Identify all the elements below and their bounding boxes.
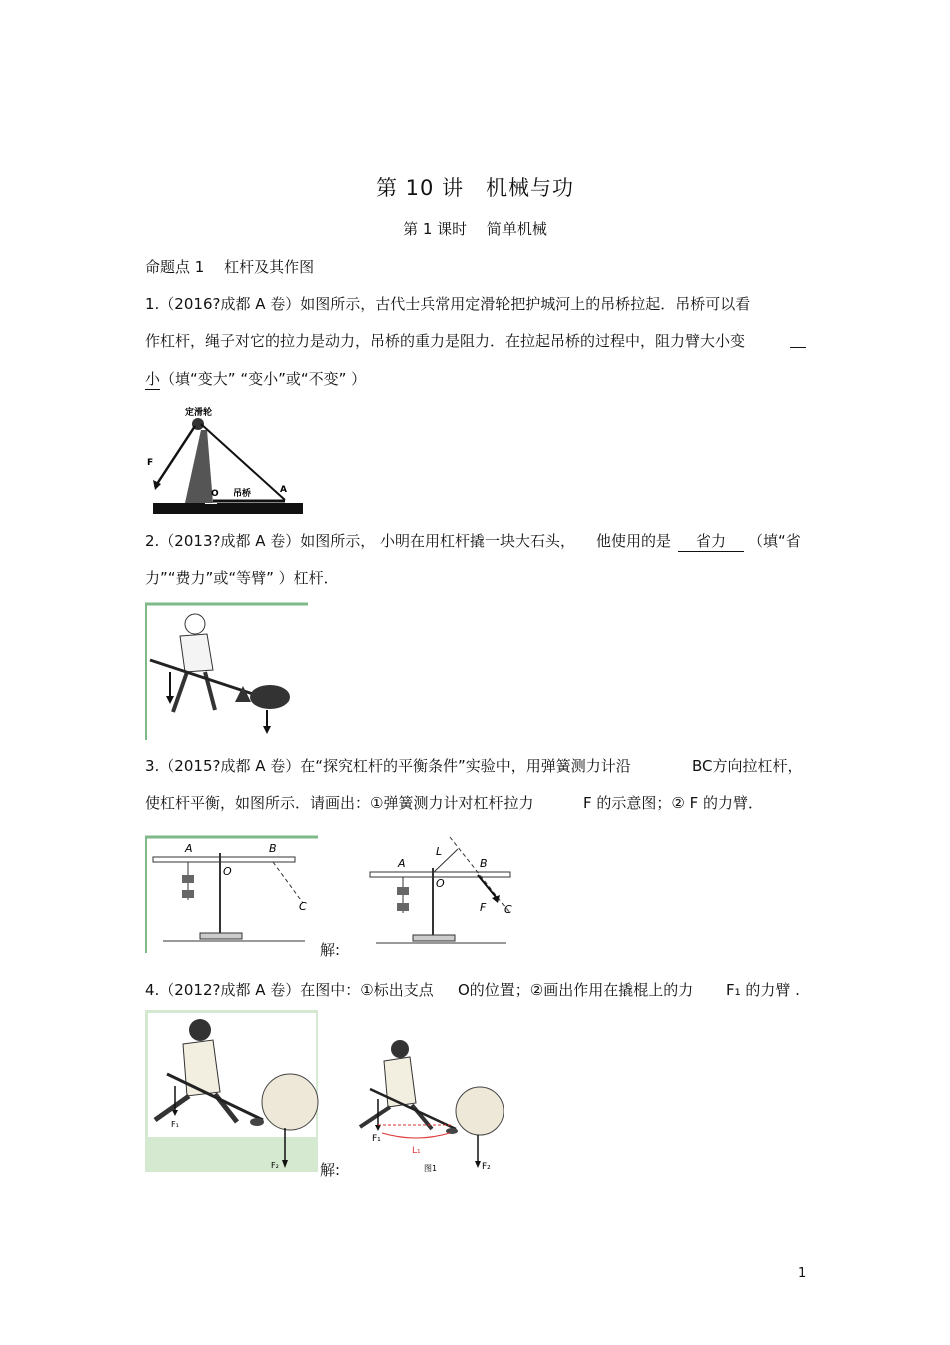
- q1-line1: 1.（2016?成都 A 卷）如图所示，古代士兵常用定滑轮把护城河上的吊桥拉起．吊桥可以看: [145, 295, 751, 313]
- q2-line1-b: 他使用的是: [596, 532, 672, 550]
- q2-lever-figure: [145, 602, 310, 742]
- q3s-label-f: F: [480, 901, 487, 914]
- q3-label-b: B: [269, 842, 277, 855]
- q4s-label-l1: L₁: [412, 1146, 421, 1156]
- q4s-caption: 图1: [424, 1164, 438, 1173]
- q3-line1-b: BC方向拉杠杆，: [692, 757, 803, 775]
- q3s-label-c: C: [504, 903, 512, 916]
- q4-solution-figure: [352, 1035, 504, 1175]
- q2-body: [180, 634, 213, 672]
- q2-big-stone: [250, 685, 290, 709]
- q2-answer: 省力: [678, 531, 744, 552]
- q3-weight-2: [182, 890, 194, 898]
- q3s-label-a: A: [398, 857, 406, 870]
- q4-label-f1: F₁: [171, 1120, 179, 1129]
- q2-line2: 力”“费力”或“等臂” ）杠杆．: [145, 569, 339, 587]
- page-number: 1: [798, 1266, 807, 1281]
- q1-label-f: F: [147, 458, 154, 468]
- q4s-body: [384, 1057, 416, 1107]
- q4s-head: [391, 1040, 409, 1058]
- q4s-label-f1: F₁: [372, 1134, 381, 1144]
- q3-solution-figure: [358, 835, 523, 955]
- q1-ground: [153, 503, 303, 514]
- q3-label-o: O: [223, 865, 232, 878]
- q3-label-a: A: [185, 842, 193, 855]
- q3-bc-dashed: [273, 862, 303, 903]
- q4-line1-a: 4.（2012?成都 A 卷）在图中：①标出支点: [145, 981, 434, 999]
- q3-line1-a: 3.（2015?成都 A 卷）在“探究杠杆的平衡条件”实验中，用弹簧测力计沿: [145, 757, 631, 775]
- q4s-fulcrum-stone: [446, 1128, 458, 1134]
- q4s-f2-arrowhead: [475, 1161, 481, 1168]
- page-subtitle: 第 1 课时 简单机械: [403, 220, 547, 238]
- q2-head: [185, 614, 205, 634]
- section-heading: 命题点 1 杠杆及其作图: [145, 258, 315, 276]
- q2-weight-arrowhead: [263, 726, 271, 734]
- q4s-f1-arrowhead: [375, 1125, 381, 1131]
- q3-lever-figure: [145, 835, 320, 955]
- q4s-big-stone: [456, 1087, 504, 1135]
- q3s-force-arrow: [478, 875, 496, 897]
- q3s-weight-1: [397, 887, 409, 895]
- q4-crowbar-figure: [145, 1010, 320, 1175]
- q1-line3: [145, 369, 366, 390]
- q4-solution-label: 解:: [320, 1161, 341, 1179]
- q1-rope-force: [155, 426, 195, 487]
- q1-label-a: A: [280, 485, 287, 495]
- q3-label-c: C: [299, 900, 307, 913]
- q3-stand-base: [200, 933, 242, 939]
- q2-line1-c: （填“省: [748, 532, 801, 550]
- q3-weight-1: [182, 875, 194, 883]
- q1-label-o: O: [211, 489, 219, 499]
- q1-label-bridge: 吊桥: [233, 489, 252, 499]
- q4s-l1-brace: [382, 1133, 450, 1138]
- q1-answer: 小: [145, 370, 161, 388]
- q4-fulcrum-stone: [250, 1118, 264, 1126]
- q4-line1-b: O的位置；②画出作用在撬棍上的力: [458, 981, 694, 999]
- q3s-label-b: B: [480, 857, 488, 870]
- q3s-stand-base: [413, 935, 455, 941]
- q1-drawbridge-figure: [145, 402, 310, 517]
- q2-answer-wrap: [678, 531, 744, 552]
- q3s-weight-2: [397, 903, 409, 911]
- q4-head: [189, 1019, 211, 1041]
- q1-line2: 作杠杆，绳子对它的拉力是动力，吊桥的重力是阻力．在拉起吊桥的过程中，阻力臂大小变: [145, 332, 746, 350]
- q4-label-f2: F₂: [271, 1161, 279, 1170]
- q3-solution-label: 解:: [320, 941, 341, 959]
- q3-lever-bar: [153, 857, 295, 862]
- q1-blank-line: [790, 347, 806, 348]
- q4s-label-f2: F₂: [482, 1162, 491, 1172]
- q4-line1-c: F₁ 的力臂 .: [726, 981, 800, 999]
- q3-line2-a: 使杠杆平衡，如图所示．请画出：①弹簧测力计对杠杆拉力: [145, 794, 534, 812]
- q4-big-stone: [262, 1074, 318, 1130]
- q3-line2-b: F 的示意图；② F 的力臂．: [583, 794, 764, 812]
- q4-body: [183, 1040, 220, 1096]
- q1-tower: [185, 430, 213, 503]
- page-title: 第 10 讲 机械与功: [375, 176, 575, 200]
- q2-line1-a: 2.（2013?成都 A 卷）如图所示， 小明在用杠杆撬一块大石头，: [145, 532, 576, 550]
- q3s-label-o: O: [436, 877, 445, 890]
- q2-force-arrowhead: [166, 696, 174, 704]
- q1-label-pulley: 定滑轮: [185, 408, 213, 418]
- q3s-label-l: L: [436, 845, 443, 858]
- q1-line3-rest: （填“变大” “变小”或“不变” ）: [160, 370, 367, 388]
